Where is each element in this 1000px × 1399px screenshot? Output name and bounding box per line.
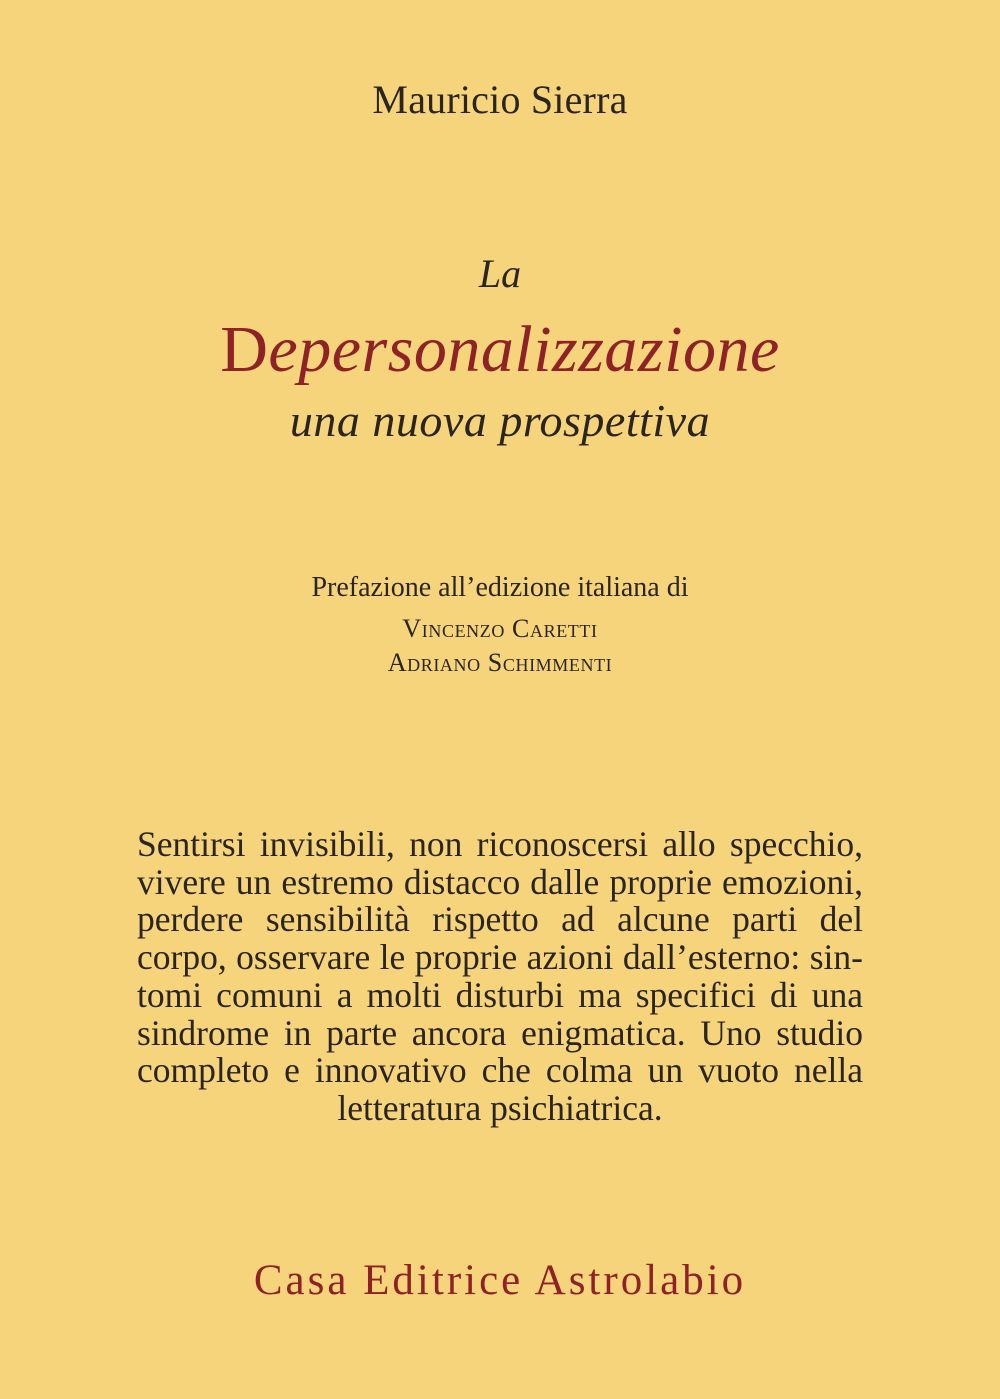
title-article: La bbox=[478, 251, 522, 296]
book-subtitle: una nuova prospettiva bbox=[289, 395, 711, 446]
blurb-line: sindrome in parte ancora enigmatica. Uno studio bbox=[137, 1012, 863, 1053]
preface-author-1: Vincenzo Caretti bbox=[402, 614, 598, 643]
book-title bbox=[0, 312, 1000, 388]
preface-author-2: Adriano Schimmenti bbox=[387, 648, 613, 677]
blurb-line: vivere un estremo distacco dalle proprie emozioni, bbox=[137, 861, 863, 902]
blurb-line: corpo, osservare le proprie azioni dall’esterno: sin- bbox=[137, 937, 863, 978]
author-name: Mauricio Sierra bbox=[372, 77, 628, 122]
blurb-line: completo e innovativo che colma un vuoto nella bbox=[137, 1050, 863, 1091]
blurb-line: Sentirsi invisibili, non riconoscersi allo specchio, bbox=[137, 824, 863, 864]
title-rest: epersonalizzazione bbox=[268, 313, 780, 386]
preface-label: Prefazione all’edizione italiana di bbox=[311, 572, 689, 603]
title-initial: D bbox=[220, 313, 269, 386]
publisher-name: Casa Editrice Astrolabio bbox=[253, 1257, 747, 1304]
blurb-line: letteratura psichiatrica. bbox=[337, 1087, 663, 1128]
back-blurb bbox=[137, 826, 863, 1128]
blurb-line: perdere sensibilità rispetto ad alcune parti del bbox=[137, 899, 863, 940]
blurb-line: tomi comuni a molti disturbi ma specifici di una bbox=[137, 974, 863, 1015]
